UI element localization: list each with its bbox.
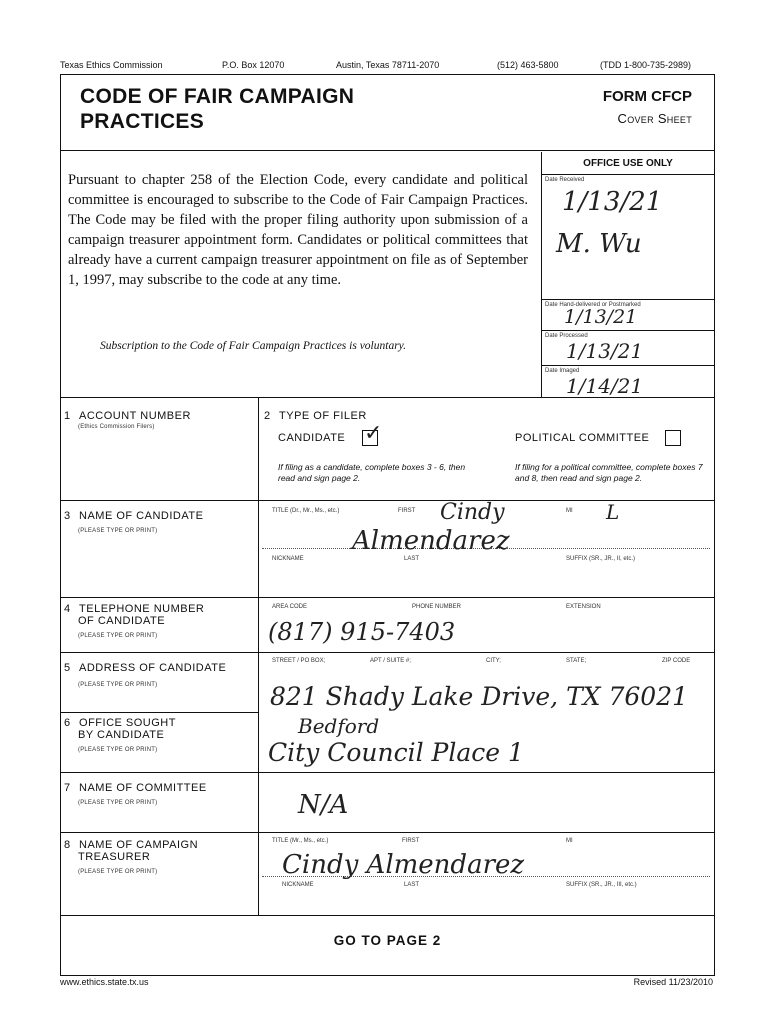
committee-name: N/A — [298, 790, 349, 820]
agency-phone: (512) 463-5800 — [497, 60, 559, 70]
section-8-label: 8 NAME OF CAMPAIGN TREASURER (PLEASE TYPE OR PRINT) — [64, 839, 199, 875]
s4-area-label: AREA CODE — [272, 604, 308, 610]
candidate-option-label: CANDIDATE — [278, 432, 346, 444]
section-2-label: 2 TYPE OF FILER — [264, 410, 367, 422]
imaged-date: 1/14/21 — [566, 374, 644, 398]
date-received-label: Date Received — [545, 177, 585, 183]
voluntary-note: Subscription to the Code of Fair Campaign Practices is voluntary. — [100, 340, 407, 352]
row-divider-8 — [60, 832, 715, 833]
s8-last-label: LAST — [404, 882, 420, 888]
s8-suffix-label: SUFFIX (SR., JR., III, etc.) — [566, 882, 637, 888]
row-divider-4 — [60, 597, 715, 598]
office-use-title: OFFICE USE ONLY — [542, 152, 714, 175]
s4-extension-label: EXTENSION — [566, 604, 601, 610]
s8-title-label: TITLE (Mr., Ms., etc.) — [272, 838, 329, 844]
s5-state-label: STATE; — [566, 658, 587, 664]
date-received: 1/13/21 — [562, 187, 663, 217]
s5-city-label: CITY; — [486, 658, 501, 664]
go-to-page-2: GO TO PAGE 2 — [333, 933, 442, 948]
candidate-first-name: Cindy — [440, 500, 505, 525]
s5-street-label: STREET / PO BOX; — [272, 658, 326, 664]
intro-paragraph: Pursuant to chapter 258 of the Election Code, every candidate and political committee is encouraged to subscribe to the Code of Fair Campaign Practices. The Code may be filed with the proper filing authority upon submission of a campaign treasurer appointment form. Candidates or political committees that already have a current campaign treasurer appointment on file as of September 1, 1997, may subscribe to the code at any time. — [68, 172, 528, 288]
office-use-box — [541, 152, 714, 397]
committee-note: If filing for a political committee, complete boxes 7 and 8, then read and sign page 2. — [515, 462, 703, 483]
s3-nickname-label: NICKNAME — [272, 556, 304, 562]
section-1-label: 1 ACCOUNT NUMBER (Ethics Commission Filers) — [64, 410, 191, 430]
s8-nickname-label: NICKNAME — [282, 882, 314, 888]
s3-title-label: TITLE (Dr., Mr., Ms., etc.) — [272, 508, 340, 514]
s8-mi-label: MI — [566, 838, 573, 844]
hand-delivered-date: 1/13/21 — [564, 306, 638, 328]
section-5-label: 5 ADDRESS OF CANDIDATE (PLEASE TYPE OR PRINT) — [64, 662, 227, 688]
section-3-label: 3 NAME OF CANDIDATE (PLEASE TYPE OR PRINT) — [64, 510, 204, 534]
treasurer-name: Cindy Almendarez — [282, 850, 525, 880]
candidate-city: Bedford — [298, 714, 380, 738]
footer-revised: Revised 11/23/2010 — [633, 977, 713, 987]
check-mark-icon: ✓ — [364, 421, 383, 446]
form-title: CODE OF FAIR CAMPAIGN PRACTICES — [80, 85, 355, 133]
committee-checkbox[interactable] — [665, 430, 681, 446]
committee-option-label: POLITICAL COMMITTEE — [515, 432, 650, 444]
s3-first-label: FIRST — [398, 508, 416, 514]
hand-delivered-label: Date Hand-delivered or Postmarked — [545, 302, 641, 308]
candidate-note: If filing as a candidate, complete boxes 3 - 6, then read and sign page 2. — [278, 462, 466, 483]
candidate-phone: (817) 915-7403 — [268, 618, 456, 646]
footer-url: www.ethics.state.tx.us — [60, 977, 149, 987]
section-4-label: 4 TELEPHONE NUMBER OF CANDIDATE (PLEASE TYPE OR PRINT) — [64, 603, 205, 639]
row-divider-5 — [60, 652, 715, 653]
po-box: P.O. Box 12070 — [222, 60, 285, 70]
s5-apt-label: APT / SUITE #; — [370, 658, 411, 664]
s5-zip-label: ZIP CODE — [662, 658, 691, 664]
form-id: FORM CFCP Cover Sheet — [602, 88, 692, 126]
section-6-label: 6 OFFICE SOUGHT BY CANDIDATE (PLEASE TYPE OR PRINT) — [64, 717, 176, 753]
agency-address: Austin, Texas 78711-2070 — [336, 60, 440, 70]
s3-last-label: LAST — [404, 556, 420, 562]
processed-date: 1/13/21 — [566, 339, 644, 363]
candidate-last-name: Almendarez — [352, 526, 510, 556]
candidate-checkbox[interactable] — [362, 421, 383, 446]
agency-name: Texas Ethics Commission — [60, 60, 163, 70]
s3-mi-label: MI — [566, 508, 573, 514]
row-divider-7 — [60, 772, 715, 773]
candidate-middle-initial: L — [606, 500, 620, 524]
imaged-label: Date Imaged — [545, 368, 580, 374]
section-7-label: 7 NAME OF COMMITTEE (PLEASE TYPE OR PRINT) — [64, 782, 207, 806]
label-column-divider — [258, 397, 259, 915]
s3-suffix-label: SUFFIX (SR., JR., II, etc.) — [566, 556, 636, 562]
agency-tdd: (TDD 1-800-735-2989) — [600, 60, 692, 70]
clerk-initials: M. Wu — [556, 229, 642, 259]
candidate-address: 821 Shady Lake Drive, TX 76021 — [270, 682, 689, 711]
s8-first-label: FIRST — [402, 838, 420, 844]
goto-divider — [60, 915, 715, 916]
office-sought: City Council Place 1 — [268, 738, 524, 767]
s4-phone-label: PHONE NUMBER — [412, 604, 462, 610]
row-divider-6 — [60, 712, 258, 713]
title-divider — [60, 150, 715, 151]
processed-label: Date Processed — [545, 333, 588, 339]
